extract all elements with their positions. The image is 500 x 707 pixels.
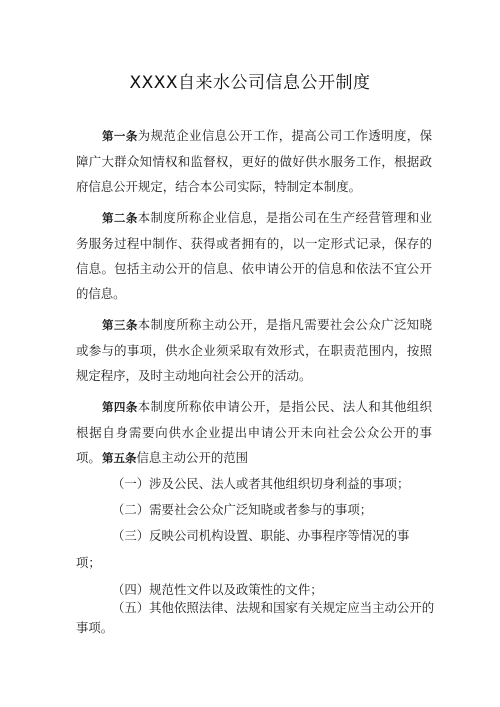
article-3-text: 本制度所称主动公开，是指凡需要社会公众广泛知晓或参与的事项，供水企业须采取有效形式，在职责范围内，按照规定程序，及时主动地向社会公开的活动。 <box>76 317 433 383</box>
list-item-3: （三）反映公司机构设置、职能、办事程序等情况的事 <box>112 528 410 543</box>
article-1-label: 第一条 <box>102 129 138 143</box>
article-2-label: 第二条 <box>102 211 138 225</box>
article-1-text: 为规范企业信息公开工作，提高公司工作透明度，保障广大群众知情权和监督权，更好的做好供水服务工作，根据政府信息公开规定，结合本公司实际，特制定本制度。 <box>76 128 433 194</box>
article-2-text: 本制度所称企业信息，是指公司在生产经营管理和业务服务过程中制作、获得或者拥有的，以一定形式记录，保存的信息。包括主动公开的信息、依申请公开的信息和依法不宜公开的信息。 <box>76 210 433 301</box>
list-item-3-continuation: 项； <box>76 555 101 570</box>
article-5-text: 信息主动公开的范围 <box>136 450 249 465</box>
article-2 <box>76 205 432 306</box>
article-4-label: 第四条 <box>102 400 138 414</box>
article-5-label: 第五条 <box>102 451 137 465</box>
article-1 <box>76 123 432 199</box>
document-title: XXXX自来水公司信息公开制度 <box>129 73 371 93</box>
list-item-2: （二）需要社会公众广泛知晓或者参与的事项； <box>112 502 373 517</box>
article-4-text: 本制度所称依申请公开，是指公民、法人和其他组织根据自身需要向供水企业提出申请公开未向社会公众公开的事项。 <box>76 399 433 465</box>
article-3-label: 第三条 <box>102 318 138 332</box>
article-5 <box>102 448 458 466</box>
list-item-1: （一）涉及公民、法人或者其他组织切身利益的事项； <box>112 476 410 491</box>
list-item-5: （五）其他依照法律、法规和国家有关规定应当主动公开的事项。 <box>76 600 435 635</box>
article-3 <box>76 312 432 388</box>
list-item-4: （四）规范性文件以及政策性的文件； <box>112 582 323 597</box>
